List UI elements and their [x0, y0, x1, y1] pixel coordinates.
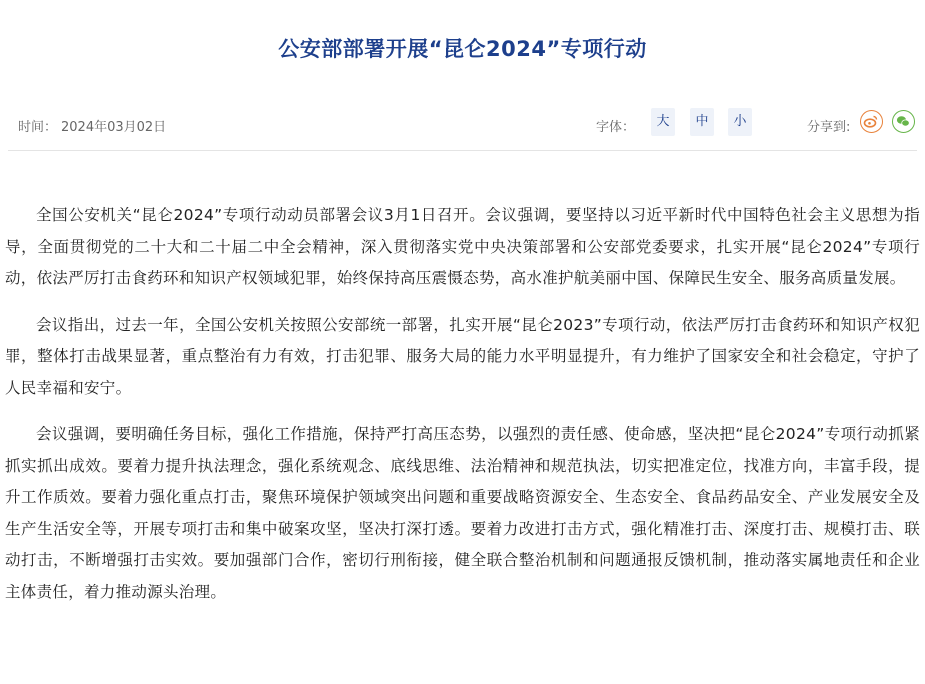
font-size-medium-button[interactable]: 中	[690, 108, 714, 136]
header-divider	[8, 150, 917, 151]
font-size-large-button[interactable]: 大	[651, 108, 675, 136]
article-paragraph: 会议指出，过去一年，全国公安机关按照公安部统一部署，扎实开展“昆仑2023”专项行动，依法严厉打击食药环和知识产权犯罪，整体打击战果显著，重点整治有力有效，打击犯罪、服务大局的能力水平明显提升，有力维护了国家安全和社会稳定，守护了人民幸福和安宁。	[5, 315, 920, 397]
weibo-icon	[861, 111, 881, 131]
font-size-label: 字体：	[596, 120, 636, 135]
date-label: 时间：	[18, 120, 58, 135]
article-meta-bar	[0, 108, 925, 144]
wechat-share-button[interactable]	[892, 110, 915, 133]
article-paragraph: 全国公安机关“昆仑2024”专项行动动员部署会议3月1日召开。会议强调，要坚持以习近平新时代中国特色社会主义思想为指导，全面贯彻党的二十大和二十届二中全会精神，深入贯彻落实党中央决策部署和公安部党委要求，扎实开展“昆仑2024”专项行动，依法严厉打击食药环和知识产权领域犯罪，始终保持高压震慑态势，高水准护航美丽中国、保障民生安全、服务高质量发展。	[5, 206, 920, 287]
date-value: 2024年03月02日	[61, 120, 167, 135]
weibo-share-button[interactable]	[860, 110, 883, 133]
share-label: 分享到:	[807, 120, 851, 135]
publish-date	[18, 116, 166, 135]
article-body	[5, 200, 920, 623]
article-paragraph: 会议强调，要明确任务目标，强化工作措施，保持严打高压态势，以强烈的责任感、使命感，坚决把“昆仑2024”专项行动抓紧抓实抓出成效。要着力提升执法理念，强化系统观念、底线思维、法治精神和规范执法，切实把准定位，找准方向，丰富手段，提升工作质效。要着力强化重点打击，聚焦环境保护领域突出问题和重要战略资源安全、生态安全、食品药品安全、产业发展安全及生产生活安全等，开展专项打击和集中破案攻坚，坚决打深打透。要着力改进打击方式，强化精准打击、深度打击、规模打击、联动打击，不断增强打击实效。要加强部门合作，密切行刑衔接，健全联合整治机制和问题通报反馈机制，推动落实属地责任和企业主体责任，着力推动源头治理。	[5, 425, 920, 601]
font-size-small-button[interactable]: 小	[728, 108, 752, 136]
article-title: 公安部部署开展“昆仑2024”专项行动	[278, 37, 647, 61]
wechat-icon	[893, 111, 913, 131]
